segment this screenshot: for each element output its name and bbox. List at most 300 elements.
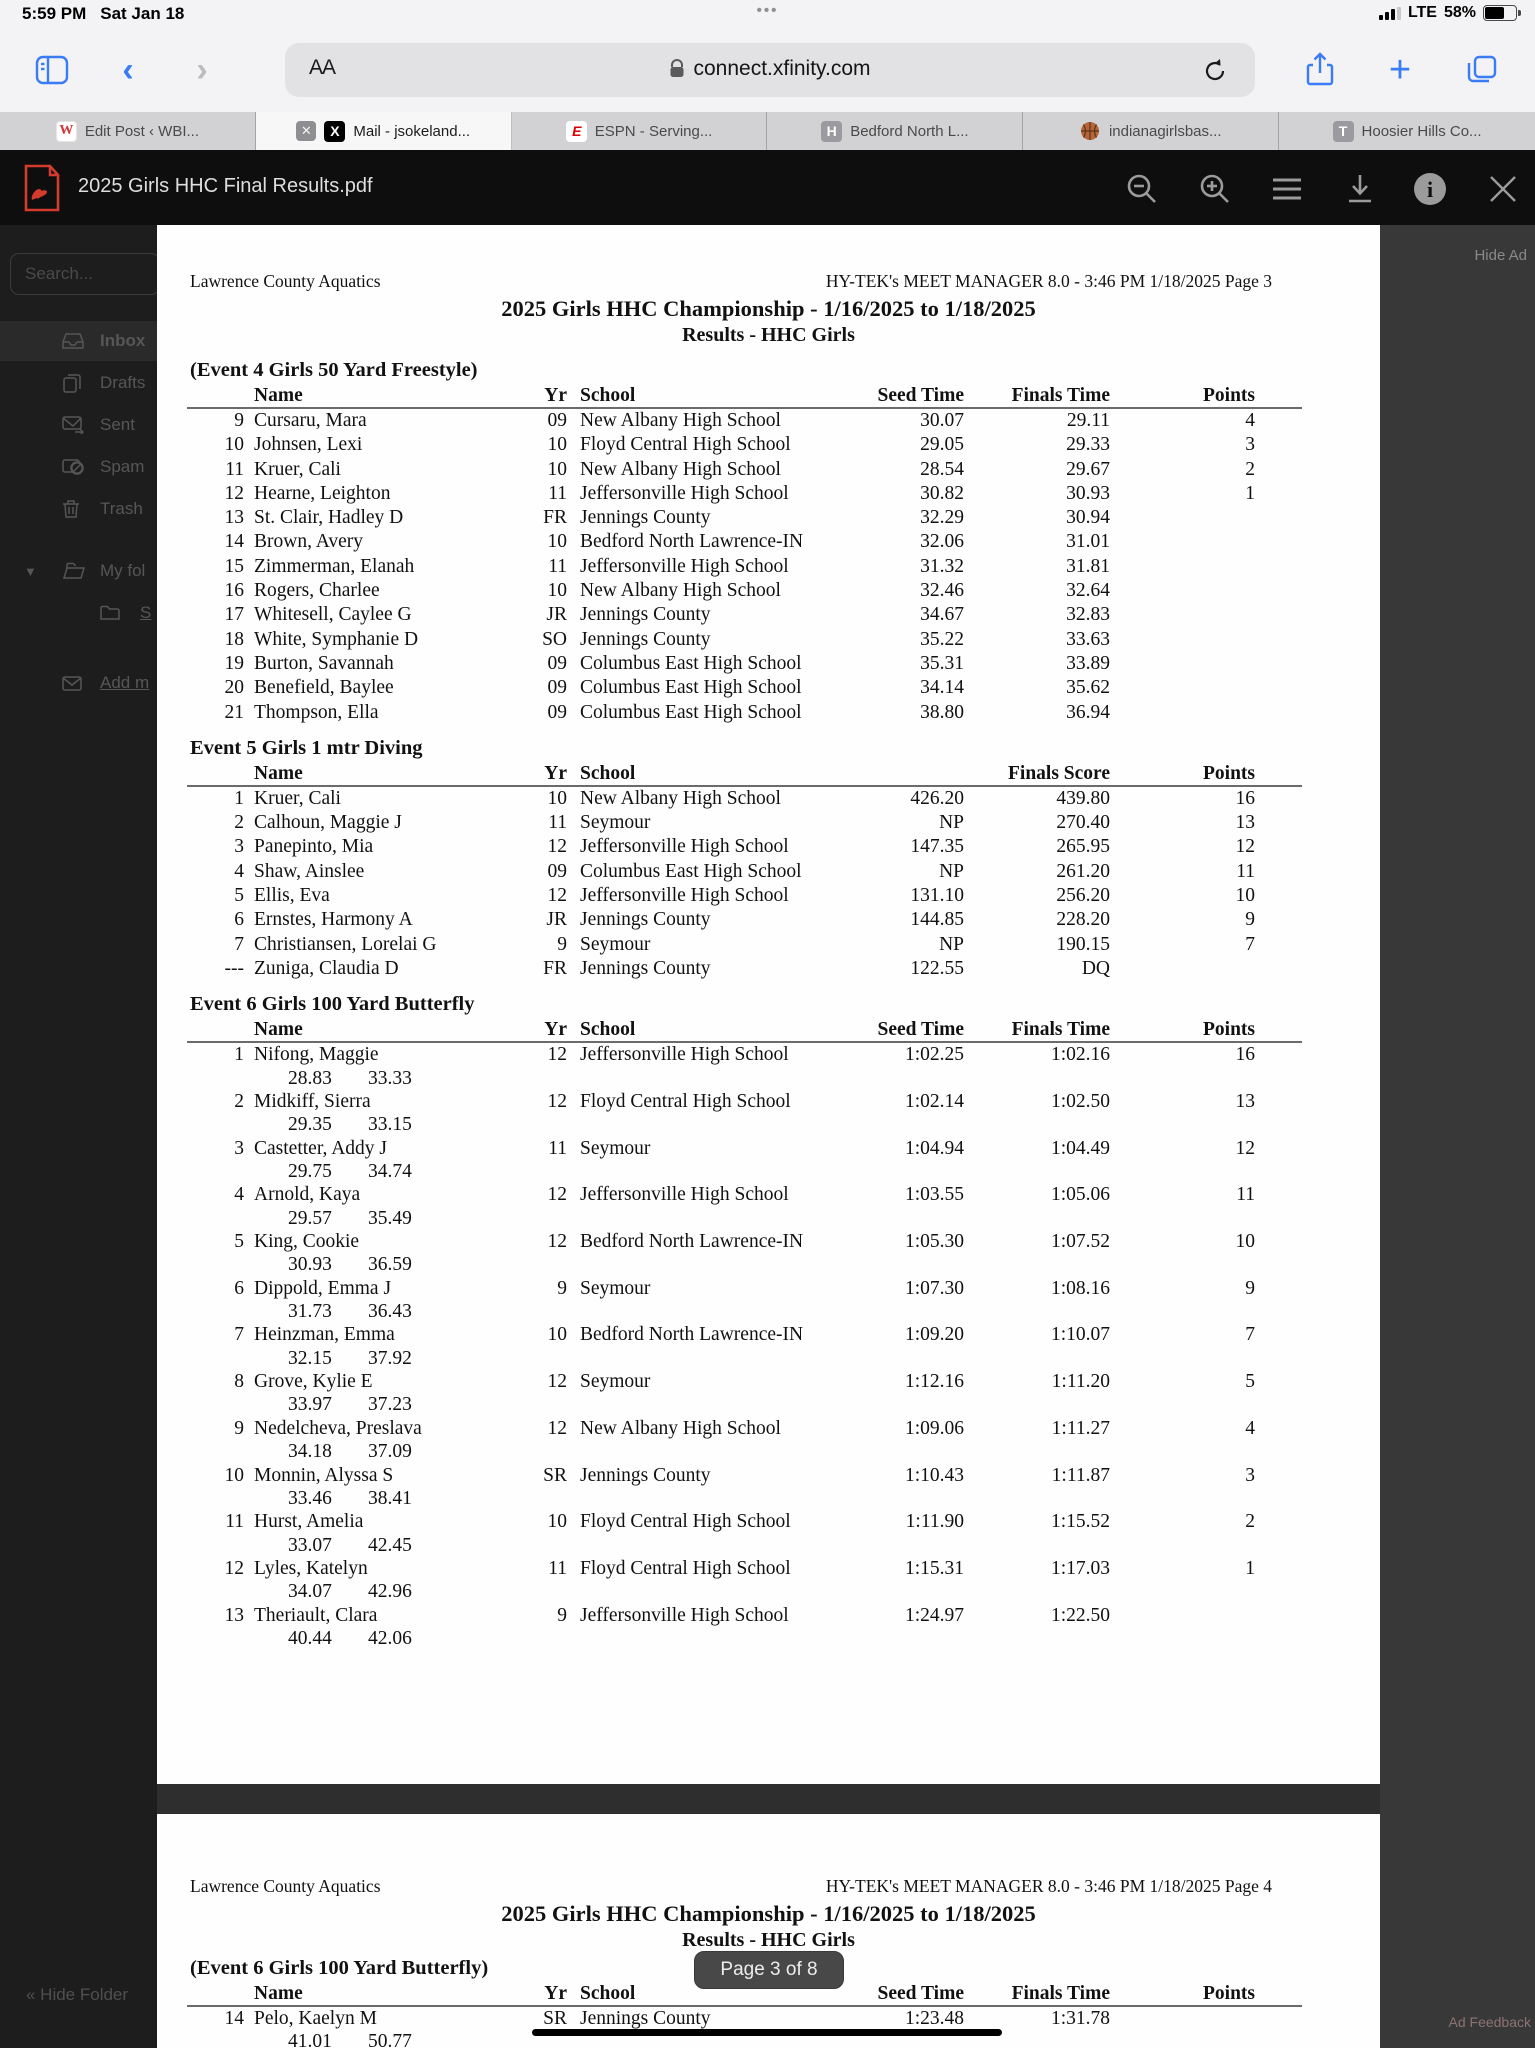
cell-rank: 5	[234, 885, 244, 907]
tab-overview-icon[interactable]	[1462, 50, 1502, 90]
sidebar-item-spam	[0, 447, 157, 487]
event5-heading: Event 5 Girls 1 mtr Diving	[190, 736, 423, 759]
cell-seed: NP	[939, 860, 964, 882]
cell-school: Floyd Central High School	[580, 434, 791, 456]
cell-seed: 122.55	[910, 957, 964, 979]
letter-h-icon: H	[821, 121, 842, 142]
envelope-icon	[62, 676, 86, 691]
cell-points: 1	[1245, 482, 1255, 504]
tab-close-icon[interactable]: ✕	[296, 121, 316, 141]
cell-seed: 31.32	[920, 555, 964, 577]
result-row	[187, 1464, 1302, 1511]
cell-name: Brown, Avery	[254, 531, 364, 553]
cell-seed: 144.85	[910, 909, 964, 931]
cell-points: 4	[1245, 1417, 1255, 1439]
cell-yr: 09	[547, 410, 567, 431]
cell-school: Jennings County	[580, 628, 711, 650]
split-times: 31.73 36.43	[288, 1301, 412, 1323]
split-times: 29.57 35.49	[288, 1207, 412, 1229]
cell-finals: 256.20	[1056, 885, 1110, 907]
folder-icon	[100, 605, 124, 621]
drafts-icon	[62, 373, 86, 393]
swimmer-name: Nifong, Maggie	[254, 1044, 379, 1066]
cell-name: Kruer, Cali	[254, 787, 341, 809]
svg-text:i: i	[1426, 177, 1434, 202]
split-times: 33.07 42.45	[288, 1534, 412, 1556]
tab-mail-active[interactable]	[256, 112, 512, 150]
sidebar-item-label: Trash	[100, 499, 143, 518]
battery-percent: 58%	[1443, 4, 1476, 21]
cell-seed: NP	[939, 812, 964, 834]
cell-yr: SR	[543, 1464, 567, 1486]
cell-school: Jeffersonville High School	[580, 1184, 789, 1206]
cell-rank: 6	[234, 1277, 244, 1299]
result-row	[187, 1604, 1302, 1651]
cell-name: Ernstes, Harmony A	[254, 909, 413, 931]
doc-subtitle: Results - HHC Girls	[682, 324, 855, 346]
col-finals: Finals Time	[1011, 385, 1110, 406]
cell-seed: NP	[939, 933, 964, 955]
cell-seed: 28.54	[920, 458, 964, 480]
cell-seed: 131.10	[910, 885, 964, 907]
cell-yr: 10	[547, 1324, 567, 1346]
cell-seed: 35.22	[920, 628, 964, 650]
tab-bar	[0, 112, 1535, 150]
pdf-page-3	[157, 225, 1380, 1784]
cell-points	[1110, 506, 1255, 530]
cell-yr: 12	[547, 1231, 567, 1253]
cell-seed: 1:10.43	[904, 1464, 964, 1486]
menu-icon[interactable]	[1266, 168, 1308, 210]
col-finals: Finals Score	[1007, 762, 1110, 784]
cell-finals: 1:15.52	[1050, 1511, 1110, 1533]
cell-rank: 3	[234, 1137, 244, 1159]
cell-seed: 30.82	[920, 482, 964, 504]
cell-points: 13	[1235, 1090, 1255, 1112]
result-row	[187, 1230, 1302, 1277]
cell-school: Floyd Central High School	[580, 1511, 791, 1533]
swimmer-name: Theriault, Clara	[254, 1604, 378, 1626]
cell-seed: 29.05	[920, 434, 964, 456]
cell-school: Jennings County	[580, 507, 711, 529]
cell-school: New Albany High School	[580, 787, 781, 809]
cell-finals: DQ	[1081, 957, 1110, 979]
cell-school: Jeffersonville High School	[580, 482, 789, 504]
cell-yr: 12	[547, 1044, 567, 1066]
cell-yr: 09	[547, 652, 567, 674]
col-school: School	[580, 1019, 636, 1041]
cell-finals: 270.40	[1056, 812, 1110, 834]
swimmer-name: Nedelcheva, Preslava	[254, 1417, 422, 1439]
col-finals: Finals Time	[1011, 1983, 1110, 2004]
col-yr: Yr	[544, 1983, 567, 2004]
result-row	[187, 652, 1302, 676]
multitask-dots-icon[interactable]: •••	[756, 2, 779, 19]
event5-table	[187, 762, 1302, 981]
cell-rank: 4	[234, 1184, 244, 1206]
home-indicator[interactable]	[532, 2029, 1002, 2036]
cell-name	[244, 1510, 502, 1557]
col-yr: Yr	[544, 1019, 567, 1041]
cell-finals: 1:02.16	[1050, 1044, 1110, 1066]
cell-rank: 20	[224, 677, 244, 699]
close-pdf-icon[interactable]	[1482, 168, 1524, 210]
cell-rank: 12	[224, 1557, 244, 1579]
result-row	[187, 506, 1302, 530]
address-bar[interactable]	[285, 43, 1255, 97]
ad-strip	[1380, 225, 1535, 2048]
tab-bedford-north[interactable]	[767, 112, 1023, 150]
cell-school: Bedford North Lawrence-IN	[580, 1324, 804, 1346]
result-row	[187, 1417, 1302, 1464]
cell-points: 13	[1235, 812, 1255, 834]
result-row	[187, 482, 1302, 506]
cell-yr: 9	[557, 1277, 567, 1299]
result-row	[187, 1557, 1302, 1604]
result-row	[187, 433, 1302, 457]
cell-rank: 15	[224, 555, 244, 577]
col-name: Name	[254, 385, 303, 406]
result-row	[187, 1090, 1302, 1137]
result-row	[187, 530, 1302, 554]
cell-points: 5	[1245, 1371, 1255, 1393]
cell-points: 16	[1235, 787, 1255, 809]
cell-points: 12	[1235, 836, 1255, 858]
cell-seed: 1:03.55	[904, 1184, 964, 1206]
zoom-out-icon[interactable]	[1121, 168, 1163, 210]
cell-finals: 261.20	[1056, 860, 1110, 882]
cell-seed: 1:05.30	[904, 1231, 964, 1253]
cell-school: Seymour	[580, 812, 651, 834]
cell-school: New Albany High School	[580, 580, 781, 602]
ad-feedback-link[interactable]: Ad Feedback	[1448, 2014, 1531, 2030]
cell-name	[244, 1323, 502, 1370]
cell-rank: 1	[234, 1044, 244, 1066]
swimmer-name: Midkiff, Sierra	[254, 1090, 371, 1112]
col-finals: Finals Time	[1011, 1019, 1110, 1041]
col-name: Name	[254, 1983, 303, 2004]
cell-points: 3	[1245, 1464, 1255, 1486]
cell-rank: 10	[224, 434, 244, 456]
cell-yr: 11	[548, 812, 567, 834]
cell-rank: 13	[224, 1604, 244, 1626]
cell-yr: 11	[548, 1137, 567, 1159]
cell-rank: 4	[234, 860, 244, 882]
table-header-row	[187, 762, 1302, 786]
cell-points: 7	[1245, 933, 1255, 955]
cell-name: Zimmerman, Elanah	[254, 555, 415, 577]
basketball-icon	[1080, 121, 1101, 142]
sidebar-item-label: My fol	[100, 561, 146, 580]
cell-yr: 09	[547, 701, 567, 723]
hide-ad-link[interactable]: Hide Ad	[1474, 247, 1527, 264]
cell-school: Jennings County	[580, 957, 711, 979]
cell-rank: 11	[225, 1511, 244, 1533]
browser-toolbar	[0, 28, 1535, 112]
tab-edit-post[interactable]	[0, 112, 256, 150]
cell-school: Bedford North Lawrence-IN	[580, 1231, 804, 1253]
result-row	[187, 701, 1302, 725]
status-time: 5:59 PM	[22, 4, 87, 23]
result-row	[187, 835, 1302, 859]
cell-yr: 10	[547, 458, 567, 480]
split-times: 33.97 37.23	[288, 1394, 412, 1416]
cell-name	[244, 2006, 502, 2048]
cell-points: 2	[1245, 1511, 1255, 1533]
download-icon[interactable]	[1339, 168, 1381, 210]
cell-points	[1110, 652, 1255, 676]
cell-points: 10	[1235, 885, 1255, 907]
info-icon[interactable]	[1409, 168, 1451, 210]
cell-rank: 8	[234, 1371, 244, 1393]
cell-yr: 10	[547, 787, 567, 809]
cell-school: Bedford North Lawrence-IN	[580, 531, 804, 553]
cell-finals: 36.94	[1066, 701, 1110, 723]
cell-seed: 426.20	[910, 787, 964, 809]
espn-icon: E	[566, 121, 587, 142]
cell-name: Rogers, Charlee	[254, 580, 380, 602]
cell-finals: 1:11.87	[1051, 1464, 1110, 1486]
cell-rank: 17	[224, 604, 244, 626]
cell-school: Jeffersonville High School	[580, 1044, 789, 1066]
cell-name: Cursaru, Mara	[254, 410, 367, 431]
result-row	[187, 603, 1302, 627]
table-header-row	[187, 1018, 1302, 1042]
cell-yr: 09	[547, 677, 567, 699]
reader-text-size-button[interactable]: AA	[309, 56, 336, 79]
caret-down-icon: ▼	[24, 563, 37, 579]
cell-points: 3	[1245, 434, 1255, 456]
folder-open-icon	[62, 562, 86, 580]
split-times: 30.93 36.59	[288, 1254, 412, 1276]
split-times: 29.35 33.15	[288, 1114, 412, 1136]
cell-finals: 1:31.78	[1050, 2008, 1110, 2029]
cell-points	[1110, 676, 1255, 700]
event4-heading: (Event 4 Girls 50 Yard Freestyle)	[190, 359, 478, 381]
col-points: Points	[1202, 1983, 1255, 2004]
tab-title: Mail - jsokeland...	[353, 122, 471, 140]
sidebar-item-my-folders	[0, 551, 157, 591]
zoom-in-icon[interactable]	[1194, 168, 1236, 210]
cell-finals: 439.80	[1056, 787, 1110, 809]
cell-school: Columbus East High School	[580, 701, 802, 723]
cell-name: Benefield, Baylee	[254, 677, 394, 699]
cell-points	[1110, 957, 1255, 981]
cell-school: Jennings County	[580, 2008, 711, 2029]
tab-title: Edit Post ‹ WBI...	[84, 122, 200, 140]
cell-name: Ellis, Eva	[254, 885, 330, 907]
cell-finals: 1:17.03	[1050, 1557, 1110, 1579]
cell-rank: 2	[234, 1090, 244, 1112]
col-seed: Seed Time	[877, 1983, 964, 2004]
cell-seed: 1:11.90	[905, 1511, 964, 1533]
cell-seed: 30.07	[920, 410, 964, 431]
result-row	[187, 628, 1302, 652]
sidebar-item-subfolder	[0, 593, 157, 633]
cell-yr: 11	[548, 482, 567, 504]
cell-yr: 09	[547, 860, 567, 882]
tab-title: indianagirlsbas...	[1108, 122, 1222, 140]
cell-school: Seymour	[580, 1371, 651, 1393]
sidebar-item-inbox	[0, 321, 157, 361]
cell-school: Jennings County	[580, 1464, 711, 1486]
doc-org: Lawrence County Aquatics	[190, 1876, 381, 1896]
split-times: 40.44 42.06	[288, 1627, 412, 1649]
result-row	[187, 458, 1302, 482]
cell-finals: 33.89	[1066, 652, 1110, 674]
cell-name: Panepinto, Mia	[254, 836, 374, 858]
cell-school: Columbus East High School	[580, 652, 802, 674]
cell-yr: 11	[548, 1557, 567, 1579]
col-school: School	[580, 762, 636, 784]
cell-seed: 38.80	[920, 701, 964, 723]
result-row	[187, 408, 1302, 433]
status-date: Sat Jan 18	[100, 4, 185, 23]
doc-meta: HY-TEK's MEET MANAGER 8.0 - 3:46 PM 1/18/2025 Page 4	[825, 1876, 1272, 1896]
status-bar	[0, 0, 1535, 28]
result-row	[187, 555, 1302, 579]
cell-yr: 12	[547, 885, 567, 907]
cell-finals: 1:10.07	[1050, 1324, 1110, 1346]
doc-subtitle: Results - HHC Girls	[682, 1929, 855, 1951]
trash-icon	[62, 499, 86, 519]
col-points: Points	[1202, 1019, 1255, 1041]
doc-meta: HY-TEK's MEET MANAGER 8.0 - 3:46 PM 1/18/2025 Page 3	[825, 271, 1272, 291]
event6-cont-table	[187, 1982, 1302, 2048]
result-row	[187, 1370, 1302, 1417]
cell-name	[244, 1464, 502, 1511]
swimmer-name: Pelo, Kaelyn M	[254, 2008, 377, 2029]
cell-finals: 30.93	[1066, 482, 1110, 504]
cell-seed: 1:09.20	[904, 1324, 964, 1346]
spam-icon	[62, 457, 86, 477]
doc-title: 2025 Girls HHC Championship - 1/16/2025 to 1/18/2025	[501, 296, 1036, 321]
split-times: 34.18 37.09	[288, 1441, 412, 1463]
pdf-file-icon	[20, 164, 64, 212]
cell-points: 10	[1235, 1231, 1255, 1253]
swimmer-name: Monnin, Alyssa S	[254, 1464, 394, 1486]
share-icon[interactable]	[1300, 50, 1340, 90]
cell-rank: 3	[234, 836, 244, 858]
cell-school: New Albany High School	[580, 458, 781, 480]
cell-points: 4	[1245, 410, 1255, 431]
cell-seed: 1:07.30	[904, 1277, 964, 1299]
cell-name	[244, 1137, 502, 1184]
cell-finals: 32.64	[1066, 580, 1110, 602]
cell-name	[244, 1604, 502, 1651]
cell-name	[244, 1042, 502, 1090]
event6-cont-heading: (Event 6 Girls 100 Yard Butterfly)	[190, 1957, 489, 1979]
swimmer-name: Heinzman, Emma	[254, 1324, 395, 1346]
cell-points	[1110, 530, 1255, 554]
cell-finals: 33.63	[1066, 628, 1110, 650]
result-row	[187, 860, 1302, 884]
new-tab-icon[interactable]: +	[1388, 49, 1412, 91]
cell-rank: 16	[224, 580, 244, 602]
tab-hoosier-hills[interactable]	[1279, 112, 1535, 150]
hide-folders-link: « Hide Folder	[26, 1985, 129, 2004]
swimmer-name: Castetter, Addy J	[254, 1137, 387, 1159]
sidebar-item-label: Drafts	[100, 373, 146, 392]
result-row	[187, 786, 1302, 811]
cell-yr: 12	[547, 1184, 567, 1206]
result-row	[187, 1183, 1302, 1230]
cell-yr: FR	[543, 957, 567, 979]
reload-icon[interactable]	[1195, 51, 1235, 91]
cell-rank: ---	[224, 957, 244, 979]
cell-points	[1110, 603, 1255, 627]
cell-finals: 29.33	[1066, 434, 1110, 456]
cell-finals: 265.95	[1056, 836, 1110, 858]
forward-button[interactable]: ›	[196, 51, 208, 89]
pdf-filename: 2025 Girls HHC Final Results.pdf	[78, 175, 373, 197]
search-input: Search...	[10, 253, 157, 295]
cell-yr: 12	[547, 1371, 567, 1393]
col-yr: Yr	[544, 762, 567, 784]
network-type-label: LTE	[1407, 4, 1437, 21]
cell-yr: JR	[546, 604, 567, 626]
col-yr: Yr	[544, 385, 567, 406]
cell-name	[244, 1183, 502, 1230]
cell-school: Columbus East High School	[580, 860, 802, 882]
swimmer-name: Hurst, Amelia	[254, 1511, 364, 1533]
cell-name	[244, 1090, 502, 1137]
tab-indianagirlsbasketball[interactable]	[1023, 112, 1279, 150]
result-row	[187, 811, 1302, 835]
cell-school: Seymour	[580, 1277, 651, 1299]
cell-rank: 9	[234, 1417, 244, 1439]
cell-finals: 31.81	[1066, 555, 1110, 577]
cell-points	[1110, 701, 1255, 725]
cell-name: Hearne, Leighton	[254, 482, 391, 504]
cell-finals: 1:05.06	[1050, 1184, 1110, 1206]
cell-rank: 10	[224, 1464, 244, 1486]
cell-finals: 1:11.20	[1051, 1371, 1110, 1393]
cell-yr: 12	[547, 1417, 567, 1439]
cell-seed: 1:09.06	[904, 1417, 964, 1439]
cell-school: Columbus East High School	[580, 677, 802, 699]
back-button[interactable]: ‹	[122, 51, 134, 89]
cell-finals: 30.94	[1066, 507, 1110, 529]
cell-name: Zuniga, Claudia D	[254, 957, 399, 979]
tab-espn[interactable]	[512, 112, 768, 150]
cell-name: Calhoun, Maggie J	[254, 812, 402, 834]
mail-sidebar	[0, 225, 157, 2048]
sidebar-item-sent	[0, 405, 157, 445]
cell-finals: 228.20	[1056, 909, 1110, 931]
sidebar-item-label: Inbox	[100, 331, 146, 350]
lock-icon	[669, 59, 685, 79]
cell-points: 11	[1236, 1184, 1255, 1206]
tab-title: ESPN - Serving...	[594, 122, 713, 140]
cell-name	[244, 1277, 502, 1324]
x-logo-icon: X	[324, 121, 345, 142]
cell-yr: 10	[547, 434, 567, 456]
cell-finals: 1:08.16	[1050, 1277, 1110, 1299]
cell-seed: 32.29	[920, 507, 964, 529]
cell-points: 16	[1235, 1044, 1255, 1066]
cell-rank: 9	[234, 410, 244, 431]
cell-rank: 12	[224, 482, 244, 504]
cell-yr: 10	[547, 1511, 567, 1533]
cell-yr: 9	[557, 933, 567, 955]
cell-rank: 14	[224, 531, 244, 553]
sidebar-toggle-icon[interactable]	[32, 50, 72, 90]
split-times: 28.83 33.33	[288, 1067, 412, 1089]
tab-title: Bedford North L...	[850, 122, 969, 140]
cell-school: Floyd Central High School	[580, 1090, 791, 1112]
cell-points	[1110, 555, 1255, 579]
